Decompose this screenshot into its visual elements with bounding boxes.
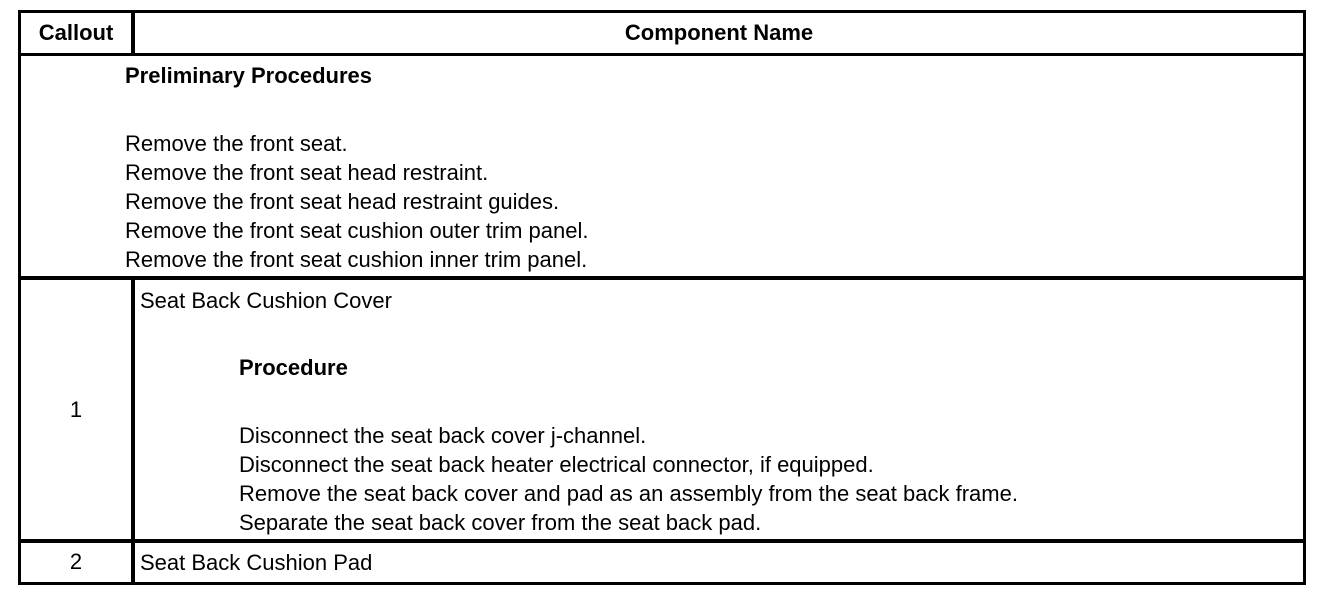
row1-step: Disconnect the seat back heater electrical connector, if equipped. [239, 452, 874, 477]
header-component-name: Component Name [624, 20, 814, 45]
preliminary-step: Remove the front seat cushion inner trim panel. [125, 247, 588, 272]
preliminary-step: Remove the front seat cushion outer trim panel. [125, 218, 589, 243]
row1-procedure-title: Procedure [239, 355, 348, 380]
row2-component-name: Seat Back Cushion Pad [140, 550, 373, 575]
column-divider-rows [131, 276, 135, 585]
row1-step: Disconnect the seat back cover j-channel. [239, 423, 647, 448]
preliminary-title: Preliminary Procedures [125, 63, 373, 88]
preliminary-step: Remove the front seat head restraint. [125, 160, 489, 185]
preliminary-step: Remove the front seat. [125, 131, 348, 156]
preliminary-step: Remove the front seat head restraint guides. [125, 189, 560, 214]
header-divider [21, 53, 1303, 56]
row1-component-name: Seat Back Cushion Cover [140, 288, 392, 313]
row1-step: Separate the seat back cover from the seat back pad. [239, 510, 762, 535]
row1-callout: 1 [69, 397, 83, 422]
header-callout: Callout [38, 20, 114, 45]
row2-callout: 2 [69, 549, 83, 574]
row1-step: Remove the seat back cover and pad as an assembly from the seat back frame. [239, 481, 1018, 506]
preliminary-divider [21, 276, 1303, 280]
row1-divider [21, 539, 1303, 543]
component-table [18, 10, 1306, 585]
